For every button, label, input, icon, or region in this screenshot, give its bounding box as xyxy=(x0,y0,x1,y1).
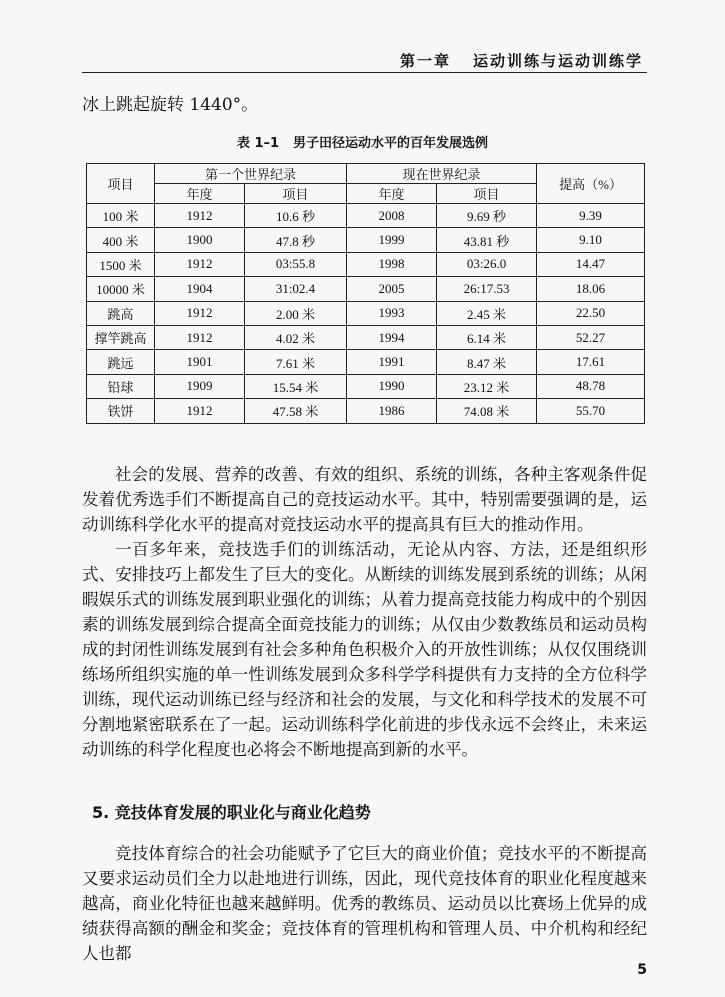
cell-first-year: 1900 xyxy=(155,228,245,252)
header-first-record: 第一个世界纪录 xyxy=(155,164,347,184)
cell-first-year: 1909 xyxy=(155,374,245,398)
cell-event: 撑竿跳高 xyxy=(87,325,155,349)
cell-current-record: 43.81 秒 xyxy=(437,228,537,252)
cell-current-record: 8.47 米 xyxy=(437,350,537,374)
cell-event: 跳高 xyxy=(87,301,155,325)
cell-improvement: 14.47 xyxy=(537,252,645,276)
header-current-record: 现在世界纪录 xyxy=(347,164,537,184)
cell-first-record: 2.00 米 xyxy=(245,301,347,325)
cell-current-year: 1994 xyxy=(347,325,437,349)
header-improvement: 提高（%） xyxy=(537,164,645,204)
table-number: 表 1–1 xyxy=(236,136,280,151)
cell-first-record: 10.6 秒 xyxy=(245,204,347,228)
table-row xyxy=(87,252,645,276)
cell-improvement: 48.78 xyxy=(537,374,645,398)
chapter-number: 第一章 xyxy=(399,52,451,70)
table-caption xyxy=(0,132,725,151)
cell-event: 跳远 xyxy=(87,350,155,374)
cell-improvement: 9.10 xyxy=(537,228,645,252)
page-number: 5 xyxy=(637,962,647,978)
paragraph: 竞技体育综合的社会功能赋予了它巨大的商业价值；竞技水平的不断提高又要求运动员们全力以赴地进行训练，因此，现代竞技体育的职业化程度越来越高，商业化特征也越来越鲜明。优秀的教练员、运动员以比赛场上优异的成绩获得高额的酬金和奖金；竞技体育的管理机构和管理人员、中介机构和经纪人也都 xyxy=(82,844,647,963)
header-item: 项目 xyxy=(87,164,155,204)
cell-event: 1500 米 xyxy=(87,252,155,276)
cell-current-year: 2005 xyxy=(347,277,437,301)
cell-current-year: 1991 xyxy=(347,350,437,374)
cell-first-record: 47.58 米 xyxy=(245,399,347,423)
cell-first-year: 1912 xyxy=(155,301,245,325)
cell-current-year: 1998 xyxy=(347,252,437,276)
header-first-year: 年度 xyxy=(155,184,245,204)
table-header xyxy=(87,164,645,204)
table-row xyxy=(87,325,645,349)
cell-current-record: 74.08 米 xyxy=(437,399,537,423)
cell-current-record: 03:26.0 xyxy=(437,252,537,276)
header-current-year: 年度 xyxy=(347,184,437,204)
chapter-title: 运动训练与运动训练学 xyxy=(472,52,643,70)
paragraph: 社会的发展、营养的改善、有效的组织、系统的训练，各种主客观条件促发着优秀选手们不断提高自己的竞技运动水平。其中，特别需要强调的是，运动训练科学化水平的提高对竞技运动水平的提高具有巨大的推动作用。 xyxy=(82,465,647,534)
cell-first-record: 47.8 秒 xyxy=(245,228,347,252)
world-record-table xyxy=(86,163,645,424)
cell-current-record: 23.12 米 xyxy=(437,374,537,398)
cell-improvement: 55.70 xyxy=(537,399,645,423)
table-row xyxy=(87,228,645,252)
table-row xyxy=(87,204,645,228)
cell-first-record: 03:55.8 xyxy=(245,252,347,276)
cell-first-year: 1904 xyxy=(155,277,245,301)
body-text xyxy=(82,462,647,762)
cell-first-record: 31:02.4 xyxy=(245,277,347,301)
cell-first-year: 1901 xyxy=(155,350,245,374)
cell-event: 400 米 xyxy=(87,228,155,252)
paragraph: 一百多年来，竞技选手们的训练活动，无论从内容、方法，还是组织形式、安排技巧上都发生了巨大的变化。从断续的训练发展到系统的训练；从闲暇娱乐式的训练发展到职业强化的训练；从着力提高竞技能力构成中的个别因素的训练发展到综合提高全面竞技能力的训练；从仅由少数教练员和运动员构成的封闭性训练发展到有社会多种角色积极介入的开放性训练；从仅仅围绕训练场所组织实施的单一性训练发展到众多科学学科提供有力支持的全方位科学训练，现代运动训练已经与经济和社会的发展，与文化和科学技术的发展不可分割地紧密联系在了一起。运动训练科学化前进的步伐永远不会终止，未来运动训练的科学化程度也必将会不断地提高到新的水平。 xyxy=(82,540,647,759)
cell-event: 100 米 xyxy=(87,204,155,228)
header-rule xyxy=(82,72,647,73)
cell-first-record: 4.02 米 xyxy=(245,325,347,349)
cell-current-record: 2.45 米 xyxy=(437,301,537,325)
cell-event: 铅球 xyxy=(87,374,155,398)
cell-current-record: 26:17.53 xyxy=(437,277,537,301)
cell-current-year: 1990 xyxy=(347,374,437,398)
cell-current-record: 6.14 米 xyxy=(437,325,537,349)
table-row xyxy=(87,301,645,325)
table-row xyxy=(87,374,645,398)
table-title: 男子田径运动水平的百年发展选例 xyxy=(293,136,489,151)
table-row xyxy=(87,277,645,301)
cell-event: 铁饼 xyxy=(87,399,155,423)
header-current-item: 项目 xyxy=(437,184,537,204)
table-body xyxy=(87,204,645,424)
cell-improvement: 17.61 xyxy=(537,350,645,374)
cell-improvement: 52.27 xyxy=(537,325,645,349)
cell-current-year: 1986 xyxy=(347,399,437,423)
cell-current-record: 9.69 秒 xyxy=(437,204,537,228)
cell-current-year: 1993 xyxy=(347,301,437,325)
body-text-continued xyxy=(82,841,647,966)
cell-current-year: 2008 xyxy=(347,204,437,228)
cell-first-record: 15.54 米 xyxy=(245,374,347,398)
cell-first-year: 1912 xyxy=(155,325,245,349)
running-header xyxy=(400,50,643,71)
cell-first-year: 1912 xyxy=(155,252,245,276)
cell-improvement: 9.39 xyxy=(537,204,645,228)
cell-improvement: 18.06 xyxy=(537,277,645,301)
cell-first-record: 7.61 米 xyxy=(245,350,347,374)
section-heading: 5. 竞技体育发展的职业化与商业化趋势 xyxy=(92,803,371,822)
cell-improvement: 22.50 xyxy=(537,301,645,325)
cell-event: 10000 米 xyxy=(87,277,155,301)
header-first-item: 项目 xyxy=(245,184,347,204)
table-row xyxy=(87,399,645,423)
cell-first-year: 1912 xyxy=(155,399,245,423)
cell-current-year: 1999 xyxy=(347,228,437,252)
cell-first-year: 1912 xyxy=(155,204,245,228)
continued-text-line: 冰上跳起旋转 1440°。 xyxy=(82,95,259,115)
table-row xyxy=(87,350,645,374)
